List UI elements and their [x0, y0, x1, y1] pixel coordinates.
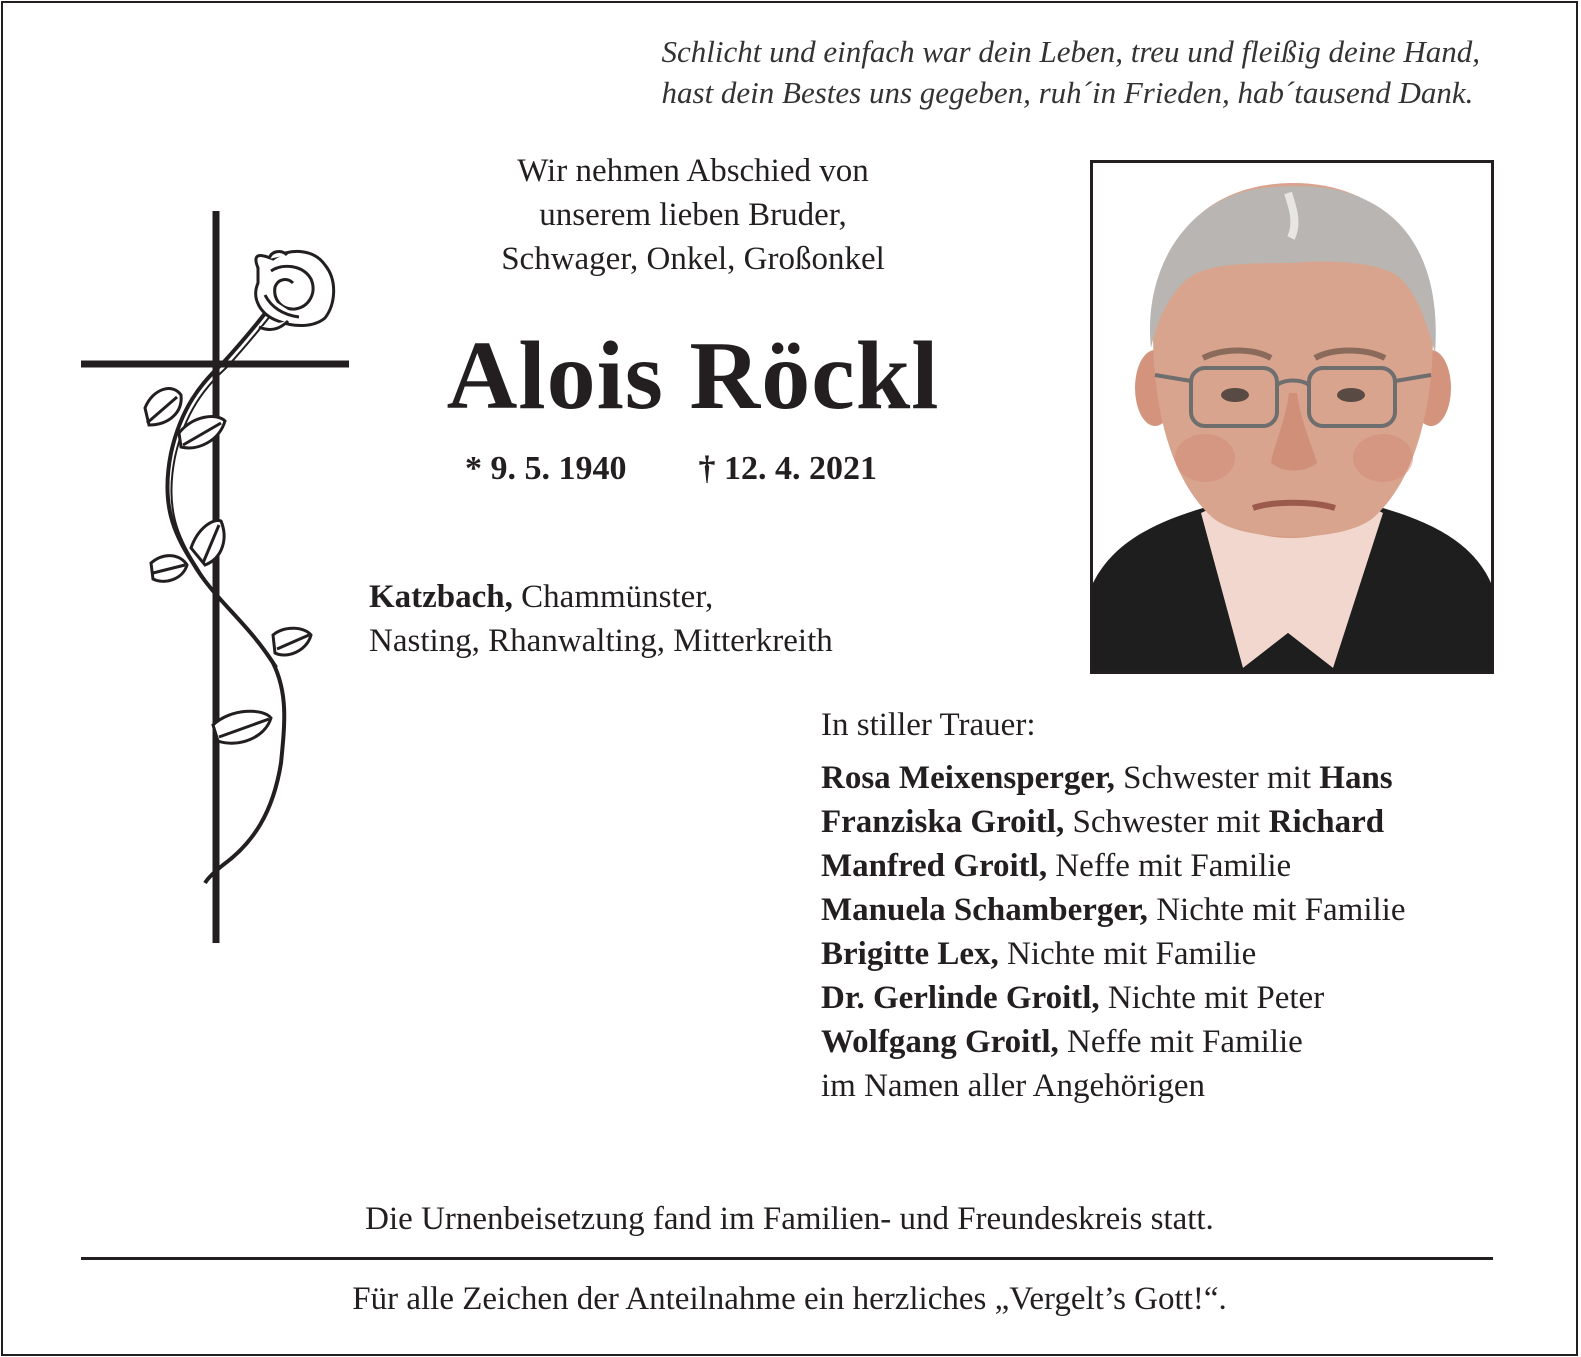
cross-rose-icon [73, 203, 363, 948]
place-secondary: Chammünster, [512, 579, 714, 615]
mourner-name: Manuela Schamberger, [821, 892, 1148, 928]
mourner-entry [821, 800, 1405, 844]
mourner-name: Rosa Meixensperger, [821, 760, 1115, 796]
mourner-name: Manfred Groitl, [821, 848, 1048, 884]
mourner-relation: Schwester mit [1114, 760, 1320, 796]
intro-line-1: Wir nehmen Abschied von [517, 153, 869, 189]
mourner-partner: Hans [1319, 760, 1393, 796]
memorial-verse [662, 31, 1481, 113]
mourner-relation: Schwester mit [1064, 804, 1269, 840]
birth-date: * 9. 5. 1940 [465, 450, 627, 487]
portrait-icon [1093, 163, 1491, 671]
places-block [369, 575, 833, 663]
mourner-entry [821, 976, 1405, 1020]
obituary-notice [1, 1, 1578, 1356]
mourner-entry [821, 1020, 1405, 1064]
intro-line-2: unserem lieben Bruder, [539, 197, 847, 233]
portrait-photo [1090, 160, 1494, 674]
verse-line-1: Schlicht und einfach war dein Leben, treu und fleißig deine Hand, [661, 34, 1480, 69]
mourners-closing: im Namen aller Angehörigen [821, 1068, 1205, 1104]
mourner-relation: Nichte mit Familie [1147, 892, 1406, 928]
mourner-name: Wolfgang Groitl, [821, 1024, 1059, 1060]
mourner-entry [821, 756, 1405, 800]
place-primary: Katzbach, [369, 579, 513, 615]
divider [81, 1257, 1493, 1260]
mourner-relation: Neffe mit Familie [1047, 848, 1292, 884]
mourner-partner: Richard [1268, 804, 1385, 840]
ceremony-note: Die Urnenbeisetzung fand im Familien- und Freundeskreis statt. [365, 1201, 1214, 1237]
mourner-name: Dr. Gerlinde Groitl, [821, 980, 1100, 1016]
places-line-2: Nasting, Rhanwalting, Mitterkreith [369, 623, 833, 659]
deceased-name: Alois Röckl [446, 322, 940, 430]
mourner-name: Franziska Groitl, [821, 804, 1065, 840]
mourner-relation: Neffe mit Familie [1058, 1024, 1303, 1060]
life-dates [465, 449, 877, 489]
death-date: † 12. 4. 2021 [698, 450, 877, 487]
mourners-heading: In stiller Trauer: [821, 707, 1036, 743]
mourner-entry [821, 932, 1405, 976]
mourner-entry [821, 888, 1405, 932]
thanks-note: Für alle Zeichen der Anteilnahme ein herzliches „Vergelt’s Gott!“. [352, 1281, 1227, 1317]
mourner-entry [821, 844, 1405, 888]
mourners-block [821, 703, 1405, 1108]
intro-line-3: Schwager, Onkel, Großonkel [501, 241, 885, 277]
mourner-relation: Nichte mit Familie [998, 936, 1257, 972]
mourner-name: Brigitte Lex, [821, 936, 999, 972]
farewell-intro [383, 149, 1003, 281]
verse-line-2: hast dein Bestes uns gegeben, ruh´in Frieden, hab´tausend Dank. [661, 75, 1474, 110]
mourner-relation: Nichte mit Peter [1099, 980, 1325, 1016]
